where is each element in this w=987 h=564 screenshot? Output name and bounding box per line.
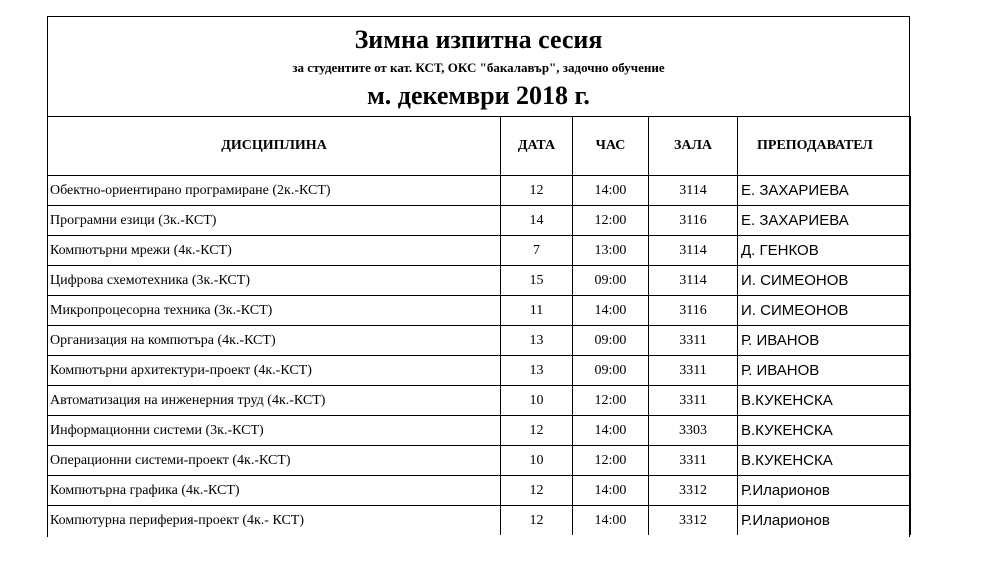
- cell-discipline: Компютърна графика (4к.-КСТ): [48, 476, 501, 506]
- cell-time: 14:00: [573, 296, 649, 326]
- cell-room: 3114: [649, 176, 738, 206]
- cell-date: 13: [501, 356, 573, 386]
- page-subtitle: за студентите от кат. КСТ, ОКС "бакалавър", задочно обучение: [292, 60, 665, 75]
- cell-time: 12:00: [573, 446, 649, 476]
- cell-room: 3114: [649, 236, 738, 266]
- table-row: [48, 416, 911, 446]
- table-row: [48, 476, 911, 506]
- cell-time: 12:00: [573, 386, 649, 416]
- cell-room: 3311: [649, 326, 738, 356]
- cell-time: 14:00: [573, 416, 649, 446]
- table-row: [48, 176, 911, 206]
- cell-room: 3312: [649, 476, 738, 506]
- cell-room: 3312: [649, 506, 738, 536]
- cell-date: 15: [501, 266, 573, 296]
- column-header-room: ЗАЛА: [649, 117, 738, 176]
- cell-room: 3311: [649, 446, 738, 476]
- cell-time: 12:00: [573, 206, 649, 236]
- column-header-teacher: ПРЕПОДАВАТЕЛ: [738, 117, 911, 176]
- cell-date: 12: [501, 506, 573, 536]
- cell-discipline: Програмни езици (3к.-КСТ): [48, 206, 501, 236]
- table-row: [48, 506, 911, 536]
- table-row: [48, 266, 911, 296]
- cell-date: 10: [501, 386, 573, 416]
- cell-date: 12: [501, 416, 573, 446]
- cell-teacher: Д. ГЕНКОВ: [738, 236, 911, 266]
- cell-time: 13:00: [573, 236, 649, 266]
- cell-date: 10: [501, 446, 573, 476]
- cell-room: 3311: [649, 386, 738, 416]
- cell-discipline: Информационни системи (3к.-КСТ): [48, 416, 501, 446]
- table-row: [48, 296, 911, 326]
- table-row: [48, 386, 911, 416]
- page-title: Зимна изпитна сесия: [354, 25, 603, 54]
- cell-time: 14:00: [573, 176, 649, 206]
- table-row: [48, 326, 911, 356]
- session-period: м. декември 2018 г.: [367, 81, 590, 110]
- cell-teacher: В.КУКЕНСКА: [738, 446, 911, 476]
- cell-discipline: Компютурна периферия-проект (4к.- КСТ): [48, 506, 501, 536]
- cell-teacher: В.КУКЕНСКА: [738, 416, 911, 446]
- table-header-row: [48, 117, 911, 176]
- cell-date: 13: [501, 326, 573, 356]
- cell-discipline: Автоматизация на инженерния труд (4к.-КСТ): [48, 386, 501, 416]
- exam-schedule-sheet: [47, 16, 910, 537]
- cell-time: 14:00: [573, 506, 649, 536]
- cell-room: 3311: [649, 356, 738, 386]
- cell-teacher: Р.Иларионов: [738, 476, 911, 506]
- column-header-date: ДАТА: [501, 117, 573, 176]
- schedule-table: [47, 116, 911, 535]
- cell-date: 11: [501, 296, 573, 326]
- cell-room: 3303: [649, 416, 738, 446]
- cell-date: 14: [501, 206, 573, 236]
- cell-room: 3116: [649, 206, 738, 236]
- cell-discipline: Организация на компютъра (4к.-КСТ): [48, 326, 501, 356]
- cell-discipline: Компютърни мрежи (4к.-КСТ): [48, 236, 501, 266]
- table-row: [48, 356, 911, 386]
- cell-teacher: И. СИМЕОНОВ: [738, 296, 911, 326]
- cell-teacher: И. СИМЕОНОВ: [738, 266, 911, 296]
- cell-time: 09:00: [573, 356, 649, 386]
- cell-teacher: Е. ЗАХАРИЕВА: [738, 176, 911, 206]
- column-header-time: ЧАС: [573, 117, 649, 176]
- table-row: [48, 206, 911, 236]
- cell-teacher: Р.Иларионов: [738, 506, 911, 536]
- cell-teacher: Е. ЗАХАРИЕВА: [738, 206, 911, 236]
- cell-time: 14:00: [573, 476, 649, 506]
- cell-date: 12: [501, 176, 573, 206]
- cell-discipline: Операционни системи-проект (4к.-КСТ): [48, 446, 501, 476]
- cell-discipline: Цифрова схемотехника (3к.-КСТ): [48, 266, 501, 296]
- cell-teacher: Р. ИВАНОВ: [738, 326, 911, 356]
- cell-time: 09:00: [573, 266, 649, 296]
- table-row: [48, 236, 911, 266]
- cell-date: 12: [501, 476, 573, 506]
- table-row: [48, 446, 911, 476]
- cell-time: 09:00: [573, 326, 649, 356]
- cell-date: 7: [501, 236, 573, 266]
- cell-discipline: Компютърни архитектури-проект (4к.-КСТ): [48, 356, 501, 386]
- cell-discipline: Обектно-ориентирано програмиране (2к.-КСТ): [48, 176, 501, 206]
- cell-teacher: Р. ИВАНОВ: [738, 356, 911, 386]
- column-header-discipline: ДИСЦИПЛИНА: [48, 117, 501, 176]
- cell-teacher: В.КУКЕНСКА: [738, 386, 911, 416]
- cell-room: 3116: [649, 296, 738, 326]
- cell-room: 3114: [649, 266, 738, 296]
- cell-discipline: Микропроцесорна техника (3к.-КСТ): [48, 296, 501, 326]
